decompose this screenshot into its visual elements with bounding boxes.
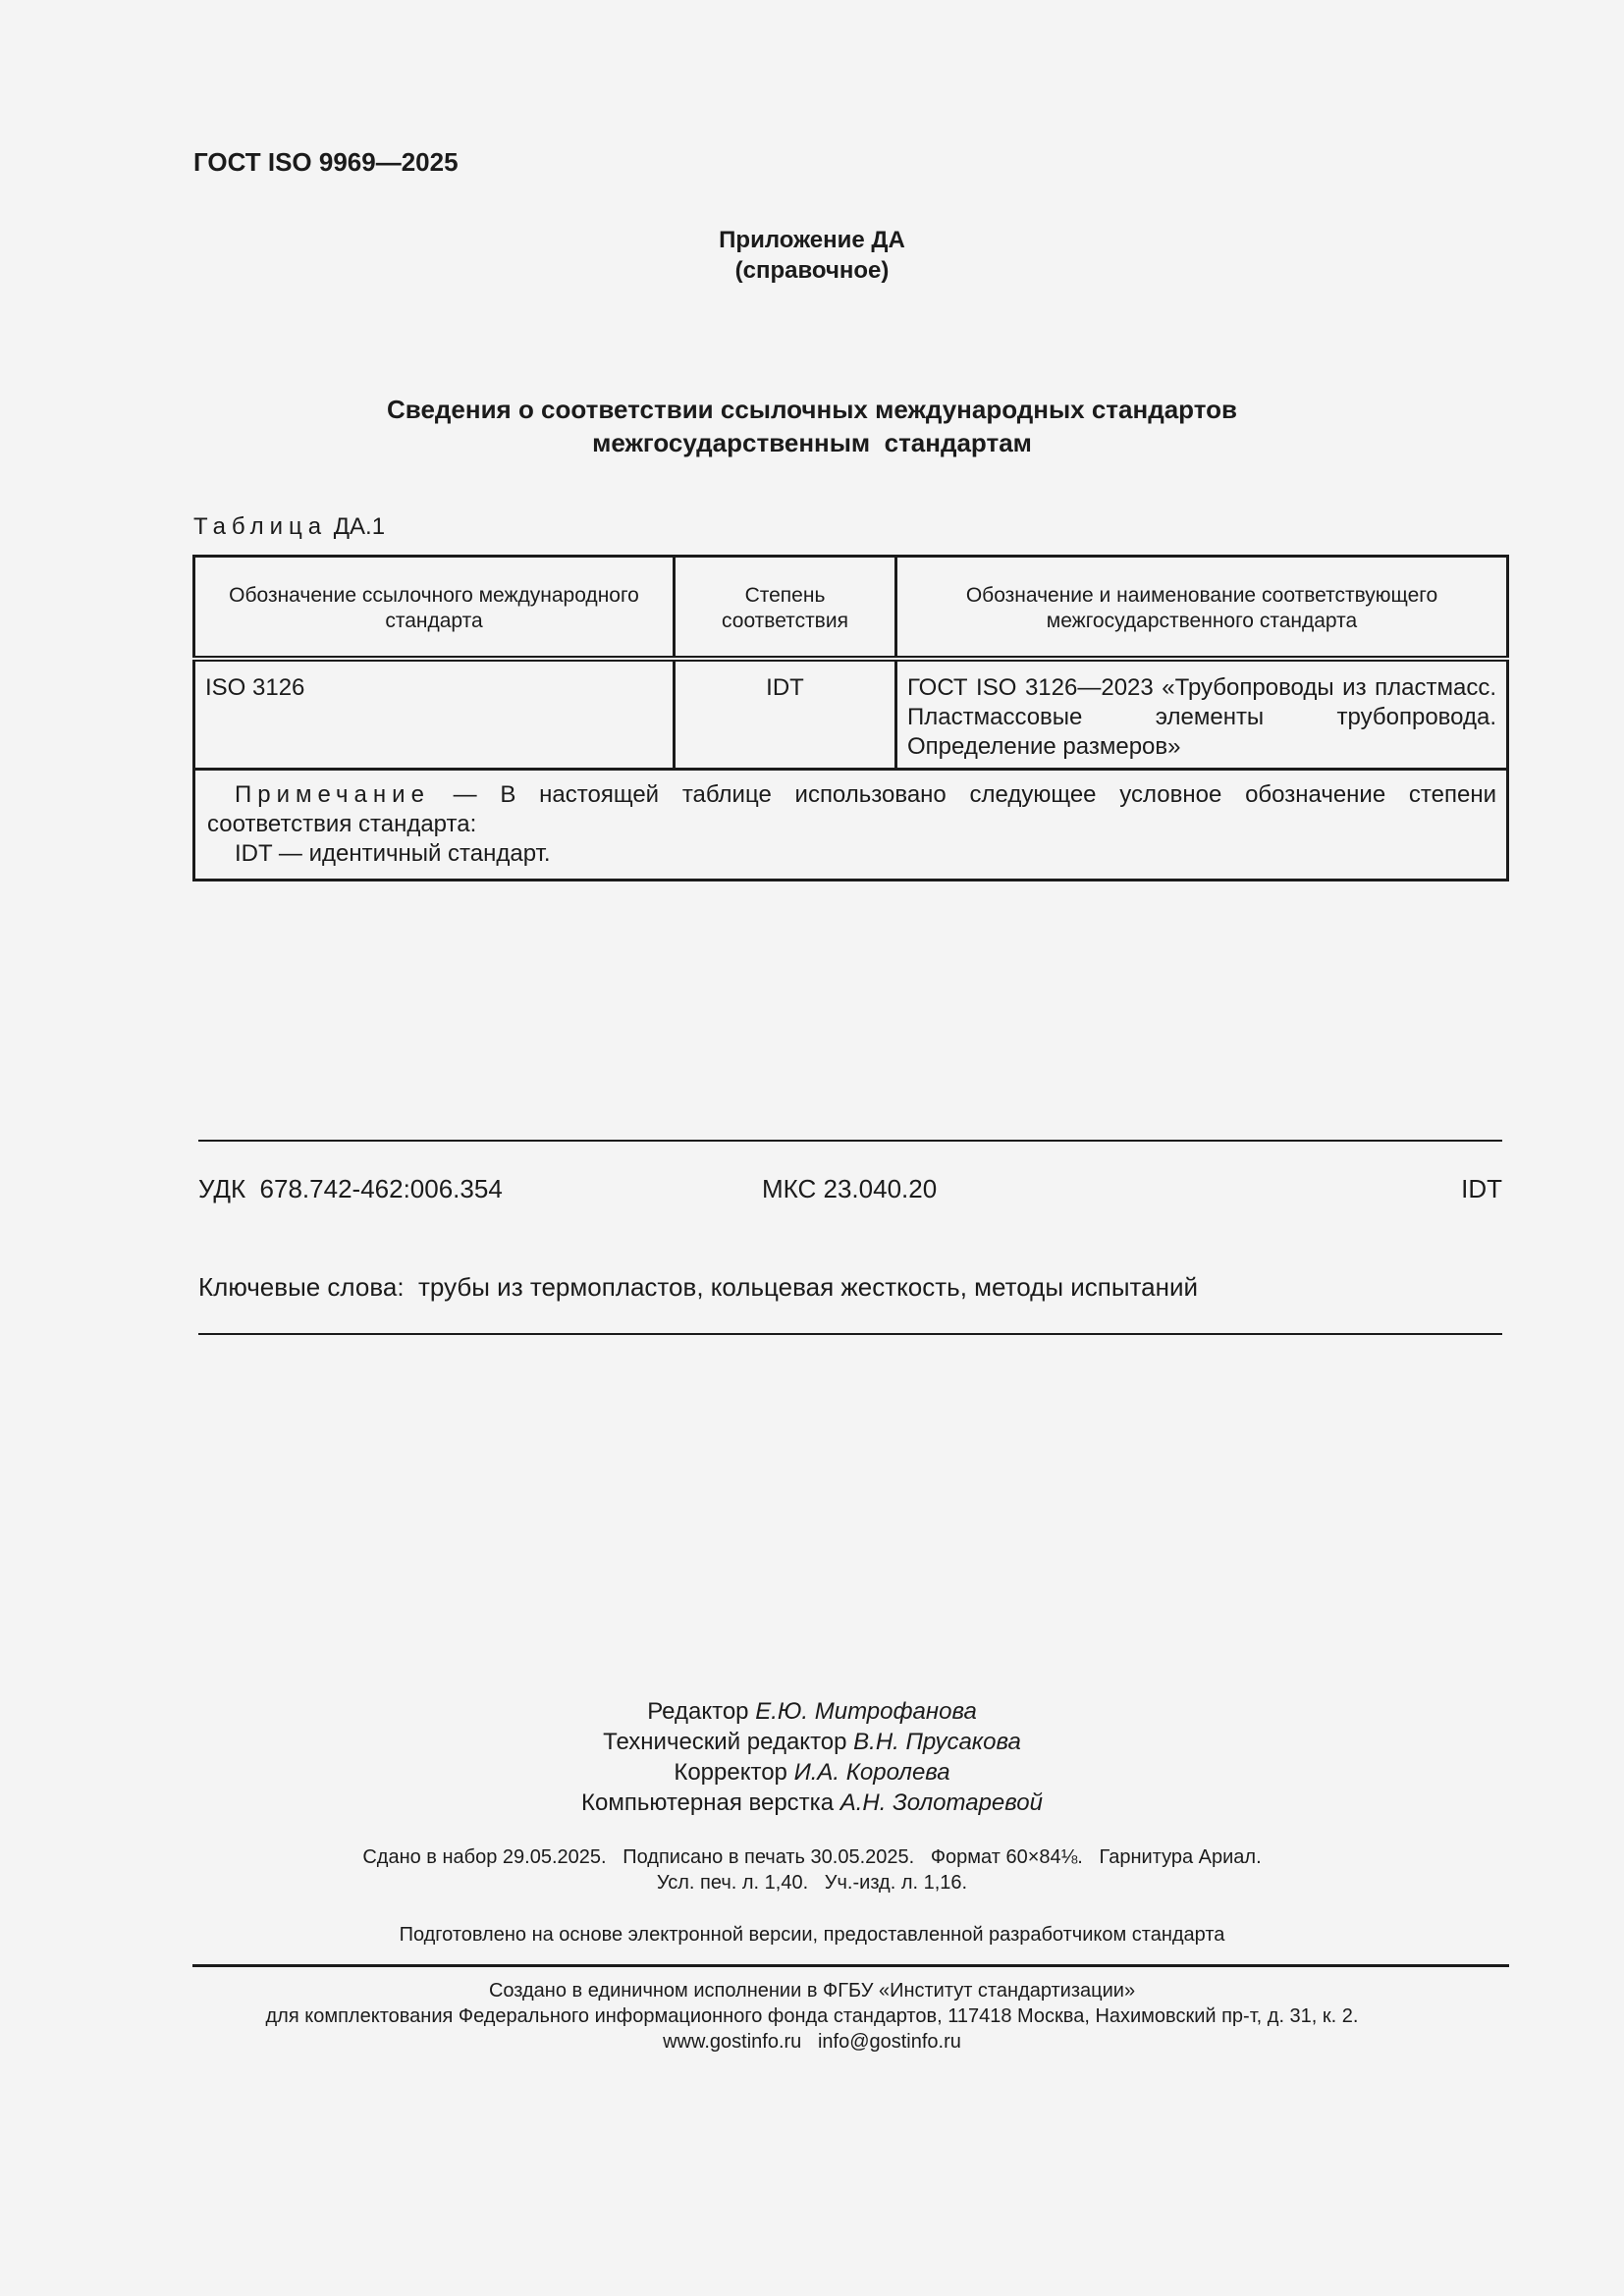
footer-line-2: для комплектования Федерального информационного фонда стандартов, 117418 Москва, Нахимовский пр-т, д. 31, к. 2. [265,2005,1359,2027]
print-info-line-1: Сдано в набор 29.05.2025. Подписано в печать 30.05.2025. Формат 60×84⅛. Гарнитура Ариал. [362,1846,1262,1868]
annex-title: Приложение ДА [719,227,905,253]
staff-tech-editor: Технический редактор В.Н. Прусакова [603,1729,1021,1755]
keywords: Ключевые слова: трубы из термопластов, кольцевая жесткость, методы испытаний [198,1272,1198,1302]
annex-type: (справочное) [734,257,890,284]
table-header-row [194,557,1508,660]
footer-contacts: www.gostinfo.ru info@gostinfo.ru [663,2031,961,2053]
footer-line-1: Создано в единичном исполнении в ФГБУ «Институт стандартизации» [488,1980,1136,2002]
table-note-row [194,770,1508,881]
degree-code: IDT [1461,1174,1502,1203]
mks-code: МКС 23.040.20 [762,1174,938,1203]
staff-credits [0,1696,1624,1818]
print-info-line-2: Усл. печ. л. 1,40. Уч.-изд. л. 1,16. [656,1872,968,1894]
divider-top [198,1140,1502,1142]
section-title-line-1: Сведения о соответствии ссылочных международных стандартов [387,395,1237,424]
header-international-standard: Обозначение ссылочного международного стандарта [194,557,675,660]
staff-proofreader: Корректор И.А. Королева [674,1759,950,1786]
divider-bottom [198,1333,1502,1335]
udc-code: УДК 678.742-462:006.354 [198,1174,503,1203]
print-info [0,1844,1624,1896]
cell-international-standard: ISO 3126 [194,659,675,770]
note-lead: Примечание [235,781,430,808]
section-title-line-2: межгосударственным стандартам [592,428,1032,457]
correspondence-table [192,555,1509,881]
section-title [0,393,1624,459]
document-code: ГОСТ ISO 9969—2025 [193,147,459,177]
header-degree: Степень соответствия [675,557,896,660]
staff-editor: Редактор Е.Ю. Митрофанова [647,1698,977,1725]
note-text: — В настоящей таблице использовано следующее условное обозначение степени соответствия стандарта: [207,781,1496,837]
publisher-footer [0,1978,1624,2055]
staff-layout: Компьютерная верстка А.Н. Золотаревой [581,1789,1043,1816]
table-label-word: Таблица [193,513,328,540]
table-label-number: ДА.1 [333,513,386,540]
table-row [194,659,1508,770]
cell-degree: IDT [675,659,896,770]
cell-national-standard: ГОСТ ISO 3126—2023 «Трубопроводы из пластмасс. Пластмассовые элементы трубопровода. Определение размеров» [896,659,1508,770]
header-national-standard: Обозначение и наименование соответствующего межгосударственного стандарта [896,557,1508,660]
prepared-note: Подготовлено на основе электронной версии, предоставленной разработчиком стандарта [399,1924,1225,1946]
footer-divider [192,1964,1509,1967]
table-label [193,513,385,541]
note-abbreviation: IDT — идентичный стандарт. [235,840,551,867]
table-note [194,770,1508,881]
annex-heading [0,225,1624,286]
